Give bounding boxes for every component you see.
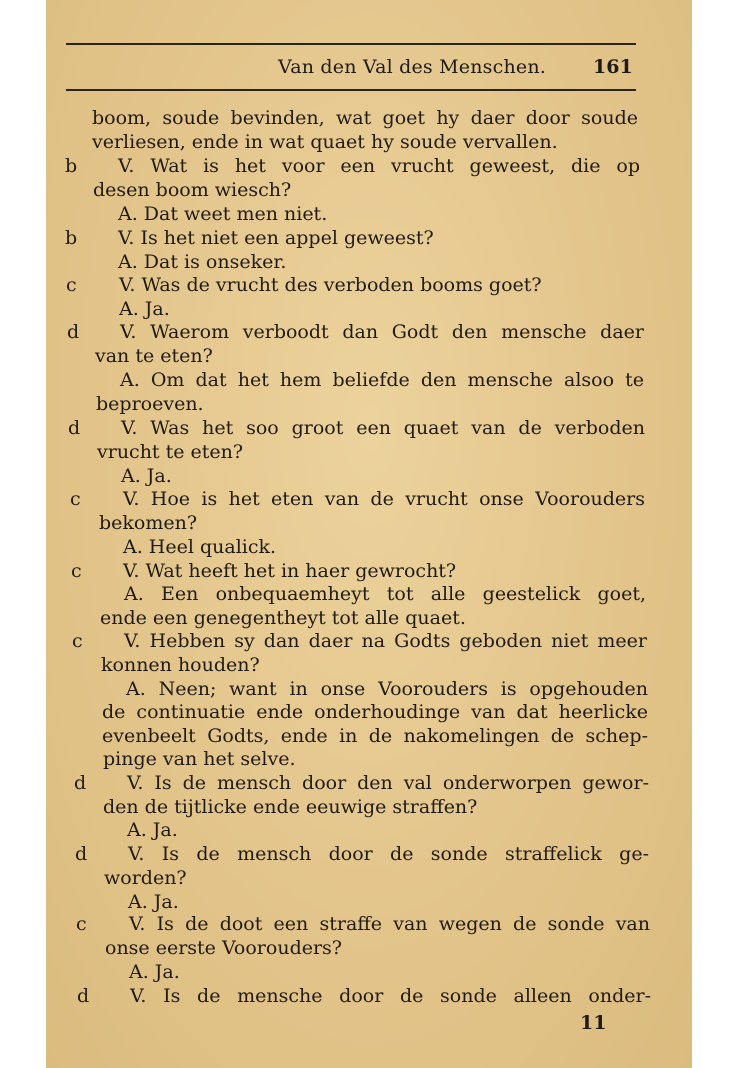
text-line: de continuatie ende onderhoudinge van dat heerlicke [102,701,648,723]
margin-letter: d [68,417,81,439]
text-line: A. Ja. [128,891,179,913]
text-line: evenbeelt Godts, ende in de nakomelingen de schep- [102,725,648,747]
margin-letter: c [71,560,82,582]
text-line: onse eerste Voorouders? [105,937,342,959]
text-line: bekomen? [99,512,198,534]
header-rule-top [66,43,636,45]
text-line: V. Wat heeft het in haer gewrocht? [123,560,457,582]
text-line: boom, soude bevinden, wat goet hy daer door soude [92,107,638,129]
text-line: V. Waerom verboodt dan Godt den mensche daer [120,321,644,343]
margin-letter: c [66,274,77,296]
text-line: A. Dat weet men niet. [118,203,328,225]
margin-letter: d [74,772,87,794]
text-line: V. Hebben sy dan daer na Godts geboden niet meer [124,630,647,652]
text-line: A. Ja. [121,465,172,487]
signature-mark: 11 [580,1012,607,1034]
margin-letter: d [67,321,80,343]
running-head-title: Van den Val des Menschen. [278,56,546,78]
text-line: V. Was het soo groot een quaet van de verboden [121,417,645,439]
text-line: desen boom wiesch? [93,179,292,201]
text-line: A. Dat is onseker. [118,251,287,273]
text-line: A. Heel qualick. [123,536,277,558]
margin-letter: c [72,630,83,652]
text-line: V. Is de doot een straffe van wegen de sonde van [129,913,650,935]
text-line: A. Om dat het hem beliefde den mensche alsoo te [120,369,644,391]
text-line: V. Wat is het voor een vrucht geweest, die op [118,155,640,177]
text-line: A. Ja. [127,819,178,841]
text-line: worden? [104,867,187,889]
text-line: V. Is de mensch door de sonde straffelick ge- [128,843,649,865]
margin-letter: d [75,843,88,865]
margin-letter: c [70,488,81,510]
book-page [46,0,692,1068]
text-line: den de tijtlicke ende eeuwige straffen? [103,796,478,818]
text-line: konnen houden? [101,654,260,676]
text-line: A. Neen; want in onse Voorouders is opgehouden [126,678,648,700]
text-line: V. Is de mensche door de sonde alleen onder- [130,985,651,1007]
text-line: pinge van het selve. [103,748,296,770]
text-line: verliesen, ende in wat quaet hy soude vervallen. [92,131,558,153]
text-line: vrucht te eten? [97,441,244,463]
text-line: A. Ja. [129,961,180,983]
text-line: A. Een onbequaemheyt tot alle geestelick goet, [124,583,646,605]
text-line: beproeven. [96,393,204,415]
margin-letter: b [65,155,78,177]
margin-letter: b [65,227,78,249]
text-line: V. Is het niet een appel geweest? [118,227,434,249]
text-line: V. Is de mensch door den val onderworpen gewor- [127,772,649,794]
text-line: V. Hoe is het eten van de vrucht onse Voorouders [123,488,645,510]
header-rule-bottom [66,89,636,91]
text-line: V. Was de vrucht des verboden booms goet? [119,274,542,296]
text-line: ende een genegentheyt tot alle quaet. [100,607,466,629]
page-number: 161 [593,56,633,78]
text-line: A. Ja. [119,298,170,320]
margin-letter: c [76,913,87,935]
text-line: van te eten? [95,345,213,367]
margin-letter: d [77,985,90,1007]
